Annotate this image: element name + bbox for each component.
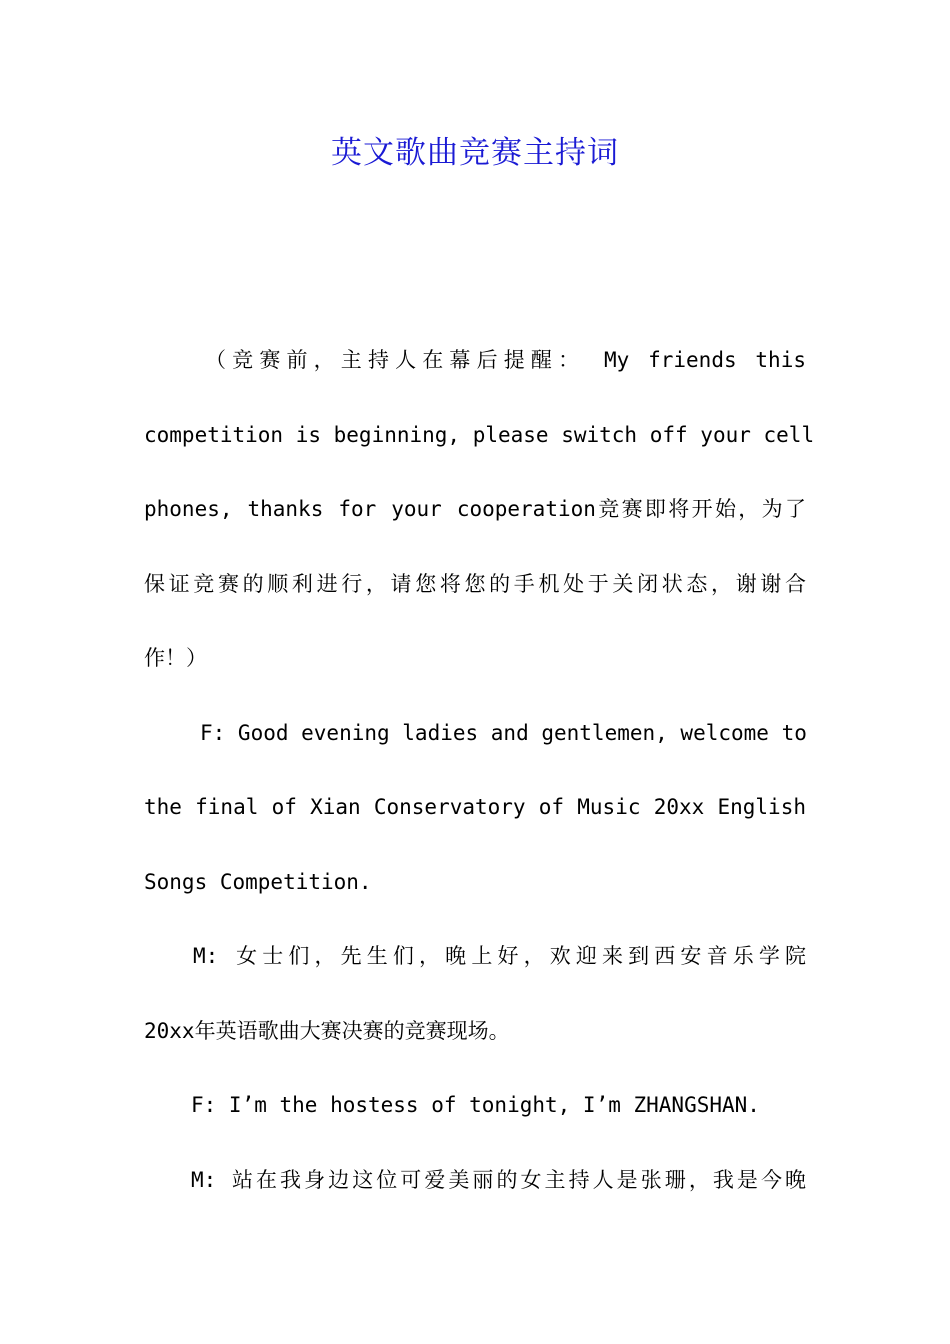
paragraph-line-5: 作！） xyxy=(144,646,207,670)
paragraph-line-8: Songs Competition. xyxy=(144,870,372,894)
paragraph-line-7: the final of Xian Conservatory of Music 20xx English xyxy=(144,795,806,819)
paragraph-line-3: phones, thanks for your cooperation竞赛即将开始，为了 xyxy=(144,497,806,521)
paragraph-line-1: （竞赛前，主持人在幕后提醒： My friends this xyxy=(205,348,806,372)
paragraph-line-12: M: 站在我身边这位可爱美丽的女主持人是张珊，我是今晚 xyxy=(191,1168,806,1192)
paragraph-line-10: 20xx年英语歌曲大赛决赛的竞赛现场。 xyxy=(144,1019,510,1043)
paragraph-line-9: M: 女士们，先生们，晚上好，欢迎来到西安音乐学院 xyxy=(193,944,806,968)
paragraph-line-2: competition is beginning, please switch off your cell xyxy=(144,423,815,447)
paragraph-line-6: F: Good evening ladies and gentlemen, welcome to xyxy=(200,721,807,745)
paragraph-line-11: F: I’m the hostess of tonight, I’m ZHANGSHAN. xyxy=(191,1093,760,1117)
paragraph-line-4: 保证竞赛的顺利进行，请您将您的手机处于关闭状态，谢谢合 xyxy=(144,572,806,596)
document-title: 英文歌曲竞赛主持词 xyxy=(331,135,619,171)
